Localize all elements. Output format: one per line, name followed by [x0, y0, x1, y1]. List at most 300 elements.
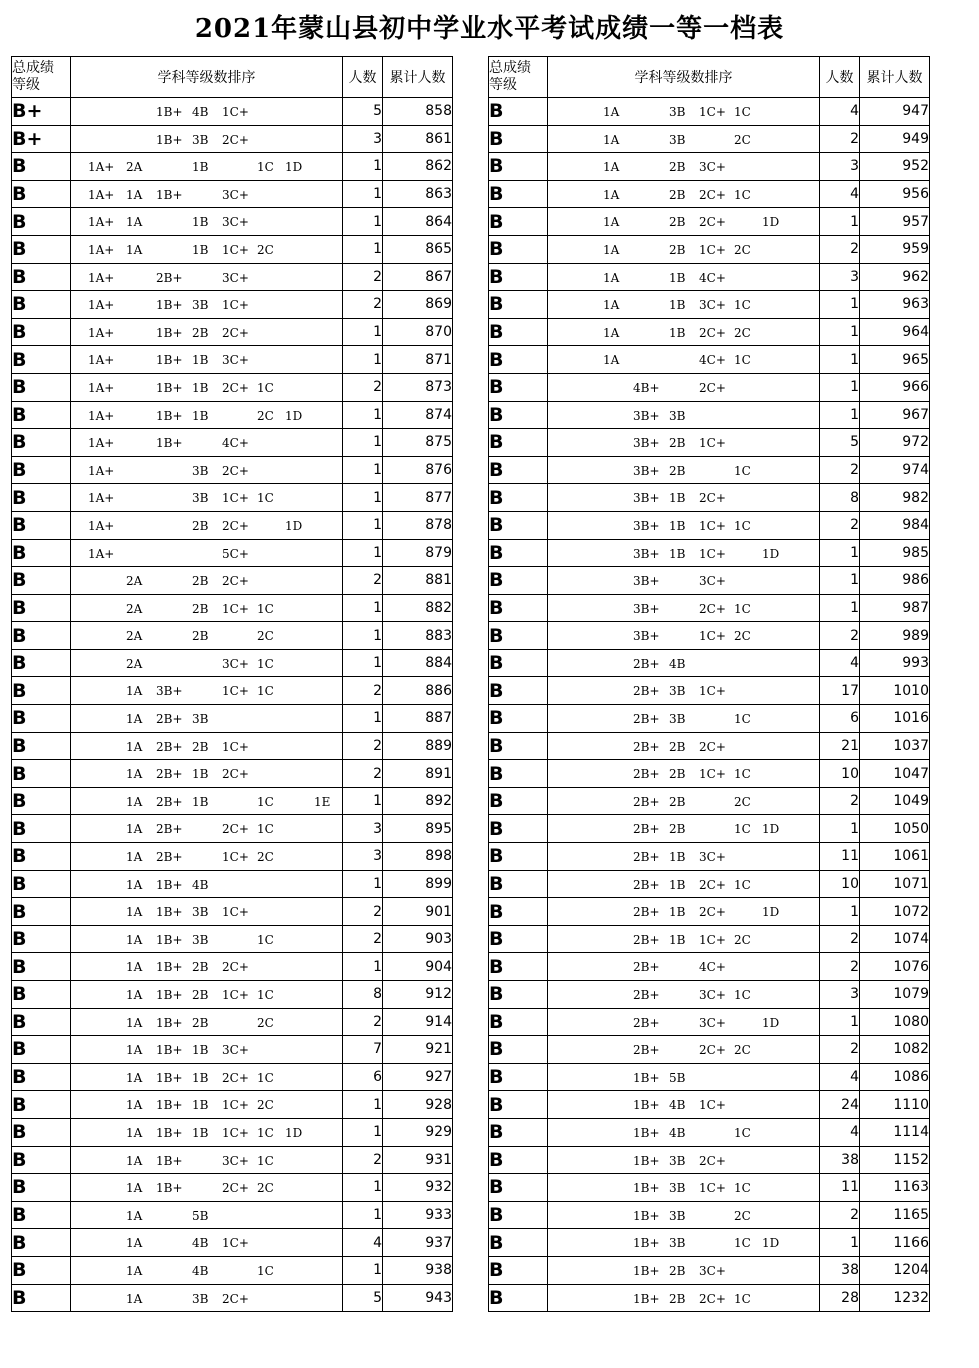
subject-grade-token: 1A: [603, 353, 620, 368]
combo-cell: [548, 1174, 820, 1202]
table-row: [12, 1008, 453, 1036]
subject-grade-token: 1A: [126, 739, 143, 754]
combo-cell: [71, 1063, 343, 1091]
table-row: [489, 153, 930, 181]
table-row: [489, 981, 930, 1009]
subject-grade-token: 1A: [603, 160, 620, 175]
table-row: [12, 843, 453, 871]
grade-cell: B: [12, 235, 71, 263]
subject-grade-token: 3B: [192, 932, 209, 947]
subject-grade-token: 2B: [669, 463, 686, 478]
cumulative-cell: 1047: [860, 760, 930, 788]
grade-cell: B: [489, 925, 548, 953]
count-cell: 1: [820, 208, 860, 236]
count-cell: 2: [343, 263, 383, 291]
cumulative-cell: 878: [383, 511, 453, 539]
subject-grade-token: 2C+: [222, 1181, 249, 1196]
subject-grade-token: 2B: [669, 187, 686, 202]
cumulative-cell: 882: [383, 594, 453, 622]
subject-grade-token: 1B+: [156, 877, 183, 892]
cumulative-cell: 883: [383, 622, 453, 650]
subject-grade-token: 2B+: [633, 877, 660, 892]
cumulative-cell: 1082: [860, 1036, 930, 1064]
subject-grade-token: 2C: [734, 132, 751, 147]
grade-cell: B: [489, 843, 548, 871]
combo-cell: [71, 953, 343, 981]
grade-cell: B: [489, 981, 548, 1009]
subject-grade-token: 2A: [126, 656, 143, 671]
grade-cell: B: [12, 787, 71, 815]
combo-cell: [548, 373, 820, 401]
grade-cell: B: [12, 925, 71, 953]
subject-grade-token: 1B: [669, 546, 686, 561]
cumulative-cell: 1076: [860, 953, 930, 981]
subject-grade-token: 2C: [734, 242, 751, 257]
subject-grade-token: 1A: [603, 325, 620, 340]
combo-cell: [548, 1036, 820, 1064]
header-grade-line2: 等级: [12, 77, 40, 93]
subject-grade-token: 1A: [126, 684, 143, 699]
grade-cell: B: [489, 291, 548, 319]
subject-grade-token: 2C+: [699, 491, 726, 506]
subject-grade-token: 2C+: [699, 739, 726, 754]
subject-grade-token: 1B+: [156, 988, 183, 1002]
subject-grade-token: 2B: [192, 601, 209, 616]
grade-cell: B: [12, 1229, 71, 1257]
combo-cell: [548, 981, 820, 1009]
table-row: [489, 622, 930, 650]
subject-grade-token: 1A: [126, 712, 143, 727]
subject-grade-token: 1B+: [156, 1015, 183, 1030]
cumulative-cell: 1232: [860, 1284, 930, 1312]
grade-cell: B: [489, 1008, 548, 1036]
subject-grade-token: 3B+: [633, 601, 660, 616]
subject-grade-token: 1B+: [633, 1070, 660, 1085]
grade-cell: B: [12, 649, 71, 677]
combo-cell: [71, 567, 343, 595]
subject-grade-token: 1B: [192, 242, 209, 257]
count-cell: 3: [820, 153, 860, 181]
table-row: [12, 705, 453, 733]
subject-grade-token: 2B: [192, 739, 209, 754]
subject-grade-token: 1C: [257, 822, 274, 837]
count-cell: 1: [820, 1008, 860, 1036]
grade-cell: B: [489, 1284, 548, 1312]
subject-grade-token: 1B+: [156, 132, 183, 147]
subject-grade-token: 4B: [192, 877, 209, 892]
subject-grade-token: 1B+: [156, 298, 183, 313]
combo-cell: [71, 1256, 343, 1284]
table-row: [489, 1008, 930, 1036]
count-cell: 2: [343, 1146, 383, 1174]
count-cell: 3: [820, 263, 860, 291]
grade-cell: B: [12, 1091, 71, 1119]
subject-grade-token: 1B: [669, 877, 686, 892]
subject-grade-token: 3B: [669, 684, 686, 699]
subject-grade-token: 2C+: [222, 380, 249, 395]
subject-grade-token: 2A: [126, 601, 143, 616]
grade-cell: B: [12, 677, 71, 705]
cumulative-cell: 1152: [860, 1146, 930, 1174]
cumulative-cell: 1204: [860, 1256, 930, 1284]
subject-grade-token: 1B: [192, 380, 209, 395]
grade-cell: B: [489, 1174, 548, 1202]
cumulative-cell: 1050: [860, 815, 930, 843]
subject-grade-token: 4B: [192, 1236, 209, 1251]
table-row: [12, 208, 453, 236]
subject-grade-token: 1D: [762, 215, 780, 230]
grade-cell: B: [489, 208, 548, 236]
count-cell: 2: [820, 1036, 860, 1064]
subject-grade-token: 1D: [285, 408, 303, 423]
subject-grade-token: 2B+: [633, 767, 660, 782]
table-row: [489, 815, 930, 843]
table-row: [489, 843, 930, 871]
combo-cell: [548, 1229, 820, 1257]
subject-grade-token: 1B: [192, 160, 209, 175]
table-row: [12, 153, 453, 181]
cumulative-cell: 949: [860, 125, 930, 153]
combo-cell: [548, 125, 820, 153]
subject-grade-token: 1C: [734, 1236, 751, 1251]
subject-grade-token: 1B+: [156, 380, 183, 395]
combo-cell: [548, 484, 820, 512]
table-row: [489, 291, 930, 319]
count-cell: 1: [820, 318, 860, 346]
table-row: [12, 373, 453, 401]
subject-grade-token: 1B+: [633, 1098, 660, 1113]
combo-cell: [548, 760, 820, 788]
subject-grade-token: 1A: [126, 905, 143, 920]
subject-grade-token: 1B+: [633, 1181, 660, 1196]
table-row: [489, 1063, 930, 1091]
grade-cell: B: [12, 1174, 71, 1202]
count-cell: 1: [343, 318, 383, 346]
subject-grade-token: 2C+: [699, 187, 726, 202]
combo-cell: [548, 622, 820, 650]
cumulative-cell: 967: [860, 401, 930, 429]
table-row: [489, 511, 930, 539]
subject-grade-token: 3B: [669, 105, 686, 119]
count-cell: 4: [343, 1229, 383, 1257]
combo-cell: [548, 401, 820, 429]
table-row: [12, 1256, 453, 1284]
subject-grade-token: 1C: [734, 105, 751, 119]
combo-cell: [548, 925, 820, 953]
grade-cell: B: [12, 1201, 71, 1229]
count-cell: 11: [820, 843, 860, 871]
grade-cell: B: [489, 373, 548, 401]
subject-grade-token: 1D: [285, 518, 303, 533]
count-cell: 2: [820, 953, 860, 981]
table-row: [489, 787, 930, 815]
grade-cell: B: [489, 1201, 548, 1229]
cumulative-cell: 943: [383, 1284, 453, 1312]
header-combo: 学科等级数排序: [71, 57, 343, 98]
subject-grade-token: 1B+: [156, 1070, 183, 1085]
grade-cell: B: [12, 953, 71, 981]
subject-grade-token: 2C+: [222, 518, 249, 533]
table-row: [489, 1229, 930, 1257]
combo-cell: [548, 235, 820, 263]
subject-grade-token: 2A: [126, 160, 143, 175]
subject-grade-token: 1C: [734, 518, 751, 533]
subject-grade-token: 3B: [669, 1208, 686, 1223]
subject-grade-token: 3B: [192, 905, 209, 920]
subject-grade-token: 3B+: [633, 408, 660, 423]
subject-grade-token: 2C+: [222, 463, 249, 478]
subject-grade-token: 3B+: [633, 463, 660, 478]
cumulative-cell: 901: [383, 898, 453, 926]
combo-cell: [548, 1091, 820, 1119]
subject-grade-token: 1C: [257, 794, 274, 809]
table-row: [12, 1146, 453, 1174]
subject-grade-token: 2C+: [699, 601, 726, 616]
grade-cell: B: [489, 511, 548, 539]
subject-grade-token: 3B: [192, 132, 209, 147]
combo-cell: [71, 180, 343, 208]
subject-grade-token: 1C+: [222, 739, 249, 754]
subject-grade-token: 2C: [734, 932, 751, 947]
combo-cell: [548, 1008, 820, 1036]
combo-cell: [71, 484, 343, 512]
table-row: [489, 1091, 930, 1119]
grade-cell: B: [489, 567, 548, 595]
subject-grade-token: 2B: [669, 794, 686, 809]
subject-grade-token: 3C+: [222, 656, 249, 671]
subject-grade-token: 3C+: [222, 1153, 249, 1168]
table-row: [12, 1174, 453, 1202]
count-cell: 4: [820, 1118, 860, 1146]
cumulative-cell: 985: [860, 539, 930, 567]
count-cell: 2: [820, 511, 860, 539]
subject-grade-token: 2B+: [633, 822, 660, 837]
subject-grade-token: 2C+: [222, 1291, 249, 1306]
subject-grade-token: 1A: [126, 187, 143, 202]
grade-cell: B: [12, 1146, 71, 1174]
combo-cell: [548, 1146, 820, 1174]
combo-cell: [71, 346, 343, 374]
cumulative-cell: 858: [383, 98, 453, 126]
count-cell: 1: [343, 705, 383, 733]
table-row: [489, 98, 930, 126]
subject-grade-token: 1D: [762, 905, 780, 920]
subject-grade-token: 1C: [257, 932, 274, 947]
cumulative-cell: 889: [383, 732, 453, 760]
subject-grade-token: 1C+: [222, 1125, 249, 1140]
grade-cell: B: [489, 1256, 548, 1284]
subject-grade-token: 2B+: [633, 656, 660, 671]
combo-cell: [548, 208, 820, 236]
subject-grade-token: 1A+: [88, 353, 115, 368]
subject-grade-token: 2B+: [633, 712, 660, 727]
combo-cell: [548, 346, 820, 374]
cumulative-cell: 1110: [860, 1091, 930, 1119]
count-cell: 1: [343, 1118, 383, 1146]
subject-grade-token: 1B: [669, 298, 686, 313]
subject-grade-token: 1C: [257, 1070, 274, 1085]
subject-grade-token: 1A+: [88, 491, 115, 506]
subject-grade-token: 1C: [734, 601, 751, 616]
cumulative-cell: 884: [383, 649, 453, 677]
subject-grade-token: 1A+: [88, 298, 115, 313]
count-cell: 2: [820, 125, 860, 153]
subject-grade-token: 2C+: [699, 325, 726, 340]
table-row: [489, 401, 930, 429]
table-row: [489, 705, 930, 733]
table-row: [489, 732, 930, 760]
table-row: [12, 677, 453, 705]
cumulative-cell: 1086: [860, 1063, 930, 1091]
table-row: [12, 180, 453, 208]
subject-grade-token: 3B: [192, 298, 209, 313]
count-cell: 6: [343, 1063, 383, 1091]
cumulative-cell: 986: [860, 567, 930, 595]
count-cell: 3: [343, 125, 383, 153]
subject-grade-token: 1B+: [633, 1153, 660, 1168]
subject-grade-token: 1A: [603, 242, 620, 257]
combo-cell: [71, 208, 343, 236]
combo-cell: [548, 1201, 820, 1229]
subject-grade-token: 1D: [762, 1236, 780, 1251]
count-cell: 1: [343, 511, 383, 539]
cumulative-cell: 965: [860, 346, 930, 374]
combo-cell: [71, 373, 343, 401]
subject-grade-token: 4B+: [633, 380, 660, 395]
subject-grade-token: 1A: [126, 215, 143, 230]
subject-grade-token: 1A+: [88, 518, 115, 533]
table-row: [489, 1256, 930, 1284]
count-cell: 11: [820, 1174, 860, 1202]
combo-cell: [71, 1146, 343, 1174]
subject-grade-token: 3B: [192, 1291, 209, 1306]
subject-grade-token: 2B: [669, 242, 686, 257]
subject-grade-token: 2C: [734, 629, 751, 644]
grade-cell: B: [489, 401, 548, 429]
cumulative-cell: 877: [383, 484, 453, 512]
subject-grade-token: 1A: [126, 1043, 143, 1058]
grade-cell: B: [489, 153, 548, 181]
grade-cell: B: [489, 898, 548, 926]
count-cell: 28: [820, 1284, 860, 1312]
subject-grade-token: 2C+: [699, 215, 726, 230]
combo-cell: [71, 981, 343, 1009]
combo-cell: [548, 318, 820, 346]
table-row: [489, 1174, 930, 1202]
table-row: [12, 318, 453, 346]
subject-grade-token: 1B: [192, 1070, 209, 1085]
subject-grade-token: 1C: [257, 1153, 274, 1168]
subject-grade-token: 1A: [126, 932, 143, 947]
count-cell: 7: [343, 1036, 383, 1064]
subject-grade-token: 1A: [126, 988, 143, 1002]
subject-grade-token: 3C+: [699, 850, 726, 865]
cumulative-cell: 1114: [860, 1118, 930, 1146]
subject-grade-token: 1C: [734, 767, 751, 782]
subject-grade-token: 1C: [257, 988, 274, 1002]
header-grade: [12, 57, 71, 98]
cumulative-cell: 904: [383, 953, 453, 981]
subject-grade-token: 3B: [192, 463, 209, 478]
cumulative-cell: 962: [860, 263, 930, 291]
subject-grade-token: 1B+: [156, 1153, 183, 1168]
subject-grade-token: 2C: [257, 242, 274, 257]
subject-grade-token: 2B+: [156, 739, 183, 754]
count-cell: 10: [820, 760, 860, 788]
subject-grade-token: 3C+: [222, 270, 249, 285]
subject-grade-token: 1B+: [156, 408, 183, 423]
header-count: 人数: [343, 57, 383, 98]
subject-grade-token: 1C+: [222, 988, 249, 1002]
count-cell: 4: [820, 1063, 860, 1091]
subject-grade-token: 1C: [257, 656, 274, 671]
cumulative-cell: 892: [383, 787, 453, 815]
subject-grade-token: 1A+: [88, 325, 115, 340]
subject-grade-token: 1D: [762, 1015, 780, 1030]
grade-cell: B: [12, 815, 71, 843]
table-row: [489, 429, 930, 457]
subject-grade-token: 2C+: [699, 1043, 726, 1058]
table-row: [489, 235, 930, 263]
grade-cell: B: [489, 429, 548, 457]
subject-grade-token: 1B+: [156, 960, 183, 975]
table-row: [12, 898, 453, 926]
table-header-row: [12, 57, 453, 98]
subject-grade-token: 2B: [669, 436, 686, 451]
combo-cell: [548, 870, 820, 898]
subject-grade-token: 1C+: [222, 105, 249, 119]
combo-cell: [548, 1256, 820, 1284]
grade-cell: B: [12, 208, 71, 236]
subject-grade-token: 1B: [192, 1043, 209, 1058]
count-cell: 10: [820, 870, 860, 898]
subject-grade-token: 3B+: [633, 436, 660, 451]
count-cell: 3: [820, 981, 860, 1009]
count-cell: 1: [343, 649, 383, 677]
grade-cell: B: [12, 1036, 71, 1064]
count-cell: 2: [343, 732, 383, 760]
subject-grade-token: 1A: [603, 132, 620, 147]
grade-cell: B: [12, 622, 71, 650]
table-row: [489, 870, 930, 898]
subject-grade-token: 2B: [192, 518, 209, 533]
subject-grade-token: 3B+: [633, 629, 660, 644]
subject-grade-token: 2B: [192, 1015, 209, 1030]
table-row: [489, 677, 930, 705]
subject-grade-token: 2C: [734, 1043, 751, 1058]
cumulative-cell: 938: [383, 1256, 453, 1284]
score-table-left: [11, 56, 453, 1312]
page-title: 2021年蒙山县初中学业水平考试成绩一等一档表: [194, 14, 785, 44]
subject-grade-token: 1C: [734, 187, 751, 202]
subject-grade-token: 4C+: [699, 270, 726, 285]
subject-grade-token: 1B: [192, 794, 209, 809]
subject-grade-token: 2C+: [222, 822, 249, 837]
table-row: [12, 953, 453, 981]
subject-grade-token: 1C+: [699, 242, 726, 257]
subject-grade-token: 1C+: [222, 491, 249, 506]
subject-grade-token: 3C+: [699, 1263, 726, 1278]
cumulative-cell: 1071: [860, 870, 930, 898]
subject-grade-token: 1A: [126, 822, 143, 837]
grade-cell: B: [12, 346, 71, 374]
count-cell: 1: [820, 815, 860, 843]
subject-grade-token: 2A: [126, 629, 143, 644]
count-cell: 1: [820, 291, 860, 319]
count-cell: 1: [343, 180, 383, 208]
subject-grade-token: 2B+: [633, 1015, 660, 1030]
count-cell: 2: [343, 291, 383, 319]
